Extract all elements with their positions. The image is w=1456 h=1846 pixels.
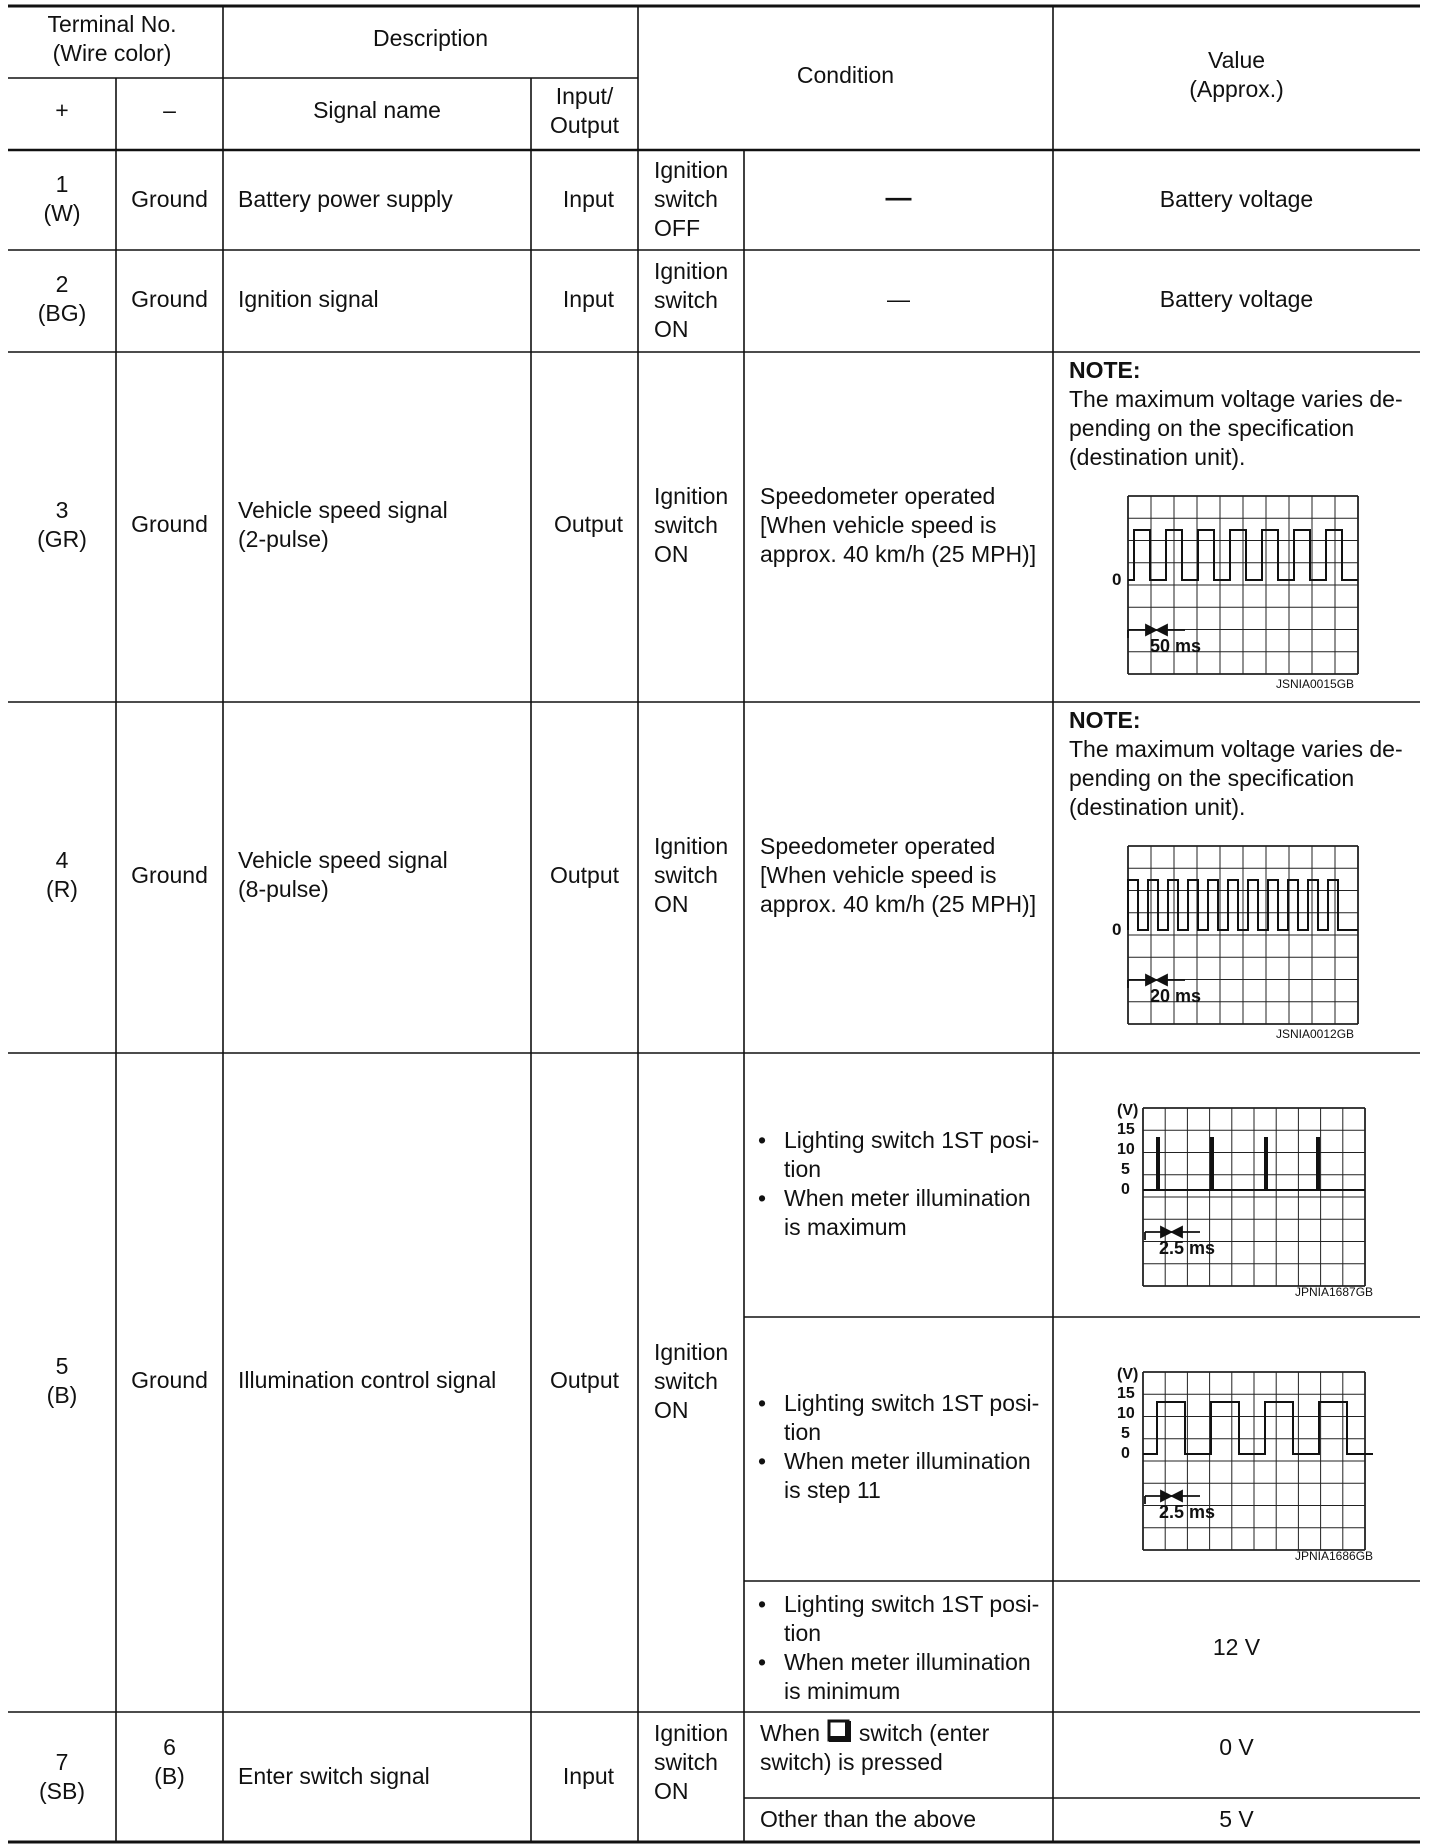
row3-wave-time-label: 50 ms bbox=[1150, 636, 1202, 656]
row5b-y-tick-5: 5 bbox=[1121, 1425, 1130, 1442]
row4-waveform-figure bbox=[1100, 838, 1400, 1043]
row5c-value: 12 V bbox=[1212, 1634, 1261, 1660]
row3-ignition: Ignition switch ON bbox=[654, 483, 729, 567]
header-description: Description bbox=[372, 25, 489, 51]
header-minus: – bbox=[163, 97, 176, 123]
header-terminal-no: Terminal No. (Wire color) bbox=[47, 11, 177, 66]
row4-io: Output bbox=[549, 862, 620, 888]
row5a-y-tick-15: 15 bbox=[1117, 1121, 1135, 1138]
row5a-y-unit: (V) bbox=[1117, 1102, 1139, 1119]
row3-terminal-minus: Ground bbox=[131, 511, 208, 537]
row4-note: NOTE: The maximum voltage varies de- pending on the specification (destination unit). bbox=[1069, 707, 1403, 820]
row3-wave-zero-label: 0 bbox=[1112, 570, 1122, 589]
row7-value-b: 5 V bbox=[1219, 1806, 1254, 1832]
row7-ignition: Ignition switch ON bbox=[654, 1720, 729, 1804]
row7-value-a: 0 V bbox=[1219, 1734, 1254, 1760]
row4-ignition: Ignition switch ON bbox=[654, 833, 729, 917]
row5a-y-tick-10: 10 bbox=[1117, 1141, 1135, 1158]
row5a-y-tick-5: 5 bbox=[1121, 1161, 1130, 1178]
row3-figure-id: JSNIA0015GB bbox=[1276, 677, 1355, 691]
row2-signal-name: Ignition signal bbox=[238, 286, 379, 312]
row1-terminal-minus: Ground bbox=[131, 186, 208, 212]
row5c-conditions: • Lighting switch 1ST posi- tion • When meter illumination is minimum bbox=[758, 1591, 1040, 1704]
row1-signal-name: Battery power supply bbox=[238, 186, 453, 212]
row5a-conditions: • Lighting switch 1ST posi- tion • When meter illumination is maximum bbox=[758, 1127, 1040, 1240]
row4-wave-time-label: 20 ms bbox=[1150, 986, 1202, 1006]
enter-switch-icon bbox=[826, 1719, 852, 1745]
row5-terminal-plus: 5 (B) bbox=[46, 1353, 78, 1408]
row5-ignition: Ignition switch ON bbox=[654, 1339, 729, 1423]
row5a-wave-time-label: 2.5 ms bbox=[1159, 1238, 1216, 1258]
row7-condition-b: Other than the above bbox=[760, 1806, 977, 1832]
row5-terminal-minus: Ground bbox=[131, 1367, 208, 1393]
row4-terminal-minus: Ground bbox=[131, 862, 208, 888]
row7-terminal-plus: 7 (SB) bbox=[39, 1749, 85, 1804]
row5b-wave-time-label: 2.5 ms bbox=[1159, 1502, 1216, 1522]
row3-note: NOTE: The maximum voltage varies de- pending on the specification (destination unit). bbox=[1069, 357, 1403, 470]
row2-terminal-plus: 2 (BG) bbox=[37, 271, 87, 326]
header-signal-name: Signal name bbox=[313, 97, 441, 123]
row5b-y-tick-10: 10 bbox=[1117, 1405, 1135, 1422]
row1-condition: — bbox=[885, 182, 912, 212]
row2-io: Input bbox=[562, 286, 615, 312]
row4-signal-name: Vehicle speed signal (8-pulse) bbox=[238, 847, 448, 902]
row2-condition: — bbox=[887, 286, 910, 312]
header-value: Value (Approx.) bbox=[1189, 47, 1284, 102]
row1-value: Battery voltage bbox=[1159, 186, 1314, 212]
row2-value: Battery voltage bbox=[1159, 286, 1314, 312]
row5b-figure-id: JPNIA1686GB bbox=[1295, 1549, 1374, 1563]
header-input-output: Input/ Output bbox=[549, 83, 620, 138]
row3-condition: Speedometer operated [When vehicle speed is approx. 40 km/h (25 MPH)] bbox=[760, 483, 1037, 567]
row1-ignition: Ignition switch OFF bbox=[654, 157, 729, 241]
row4-terminal-plus: 4 (R) bbox=[46, 847, 78, 902]
row7-io: Input bbox=[562, 1763, 615, 1789]
row7-terminal-minus: 6 (B) bbox=[154, 1734, 185, 1789]
row5b-conditions: • Lighting switch 1ST posi- tion • When meter illumination is step 11 bbox=[758, 1390, 1040, 1503]
header-condition: Condition bbox=[796, 62, 895, 88]
row5a-y-tick-0: 0 bbox=[1121, 1181, 1130, 1198]
row7-condition-a: When switch (enter switch) is pressed bbox=[760, 1720, 990, 1775]
row5b-waveform-figure bbox=[1105, 1362, 1405, 1572]
row4-condition: Speedometer operated [When vehicle speed is approx. 40 km/h (25 MPH)] bbox=[760, 833, 1037, 917]
row5b-y-unit: (V) bbox=[1117, 1366, 1139, 1383]
row7-signal-name: Enter switch signal bbox=[238, 1763, 430, 1789]
row3-io: Output bbox=[553, 511, 624, 537]
header-plus: + bbox=[55, 97, 69, 123]
row3-waveform-figure bbox=[1100, 488, 1400, 693]
row1-io: Input bbox=[562, 186, 615, 212]
row5b-square-waveform bbox=[1143, 1402, 1373, 1454]
row4-wave-zero-label: 0 bbox=[1112, 920, 1122, 939]
row5-signal-name: Illumination control signal bbox=[238, 1367, 497, 1393]
row5b-y-tick-15: 15 bbox=[1117, 1385, 1135, 1402]
row1-terminal-plus: 1 (W) bbox=[43, 171, 81, 226]
row4-figure-id: JSNIA0012GB bbox=[1276, 1027, 1355, 1041]
row3-terminal-plus: 3 (GR) bbox=[37, 497, 87, 552]
row2-terminal-minus: Ground bbox=[131, 286, 208, 312]
row5-io: Output bbox=[549, 1367, 620, 1393]
row5b-y-tick-0: 0 bbox=[1121, 1445, 1130, 1462]
row5a-waveform-figure bbox=[1105, 1098, 1405, 1308]
row3-signal-name: Vehicle speed signal (2-pulse) bbox=[238, 497, 448, 552]
row2-ignition: Ignition switch ON bbox=[654, 258, 729, 342]
row5a-figure-id: JPNIA1687GB bbox=[1295, 1285, 1374, 1299]
